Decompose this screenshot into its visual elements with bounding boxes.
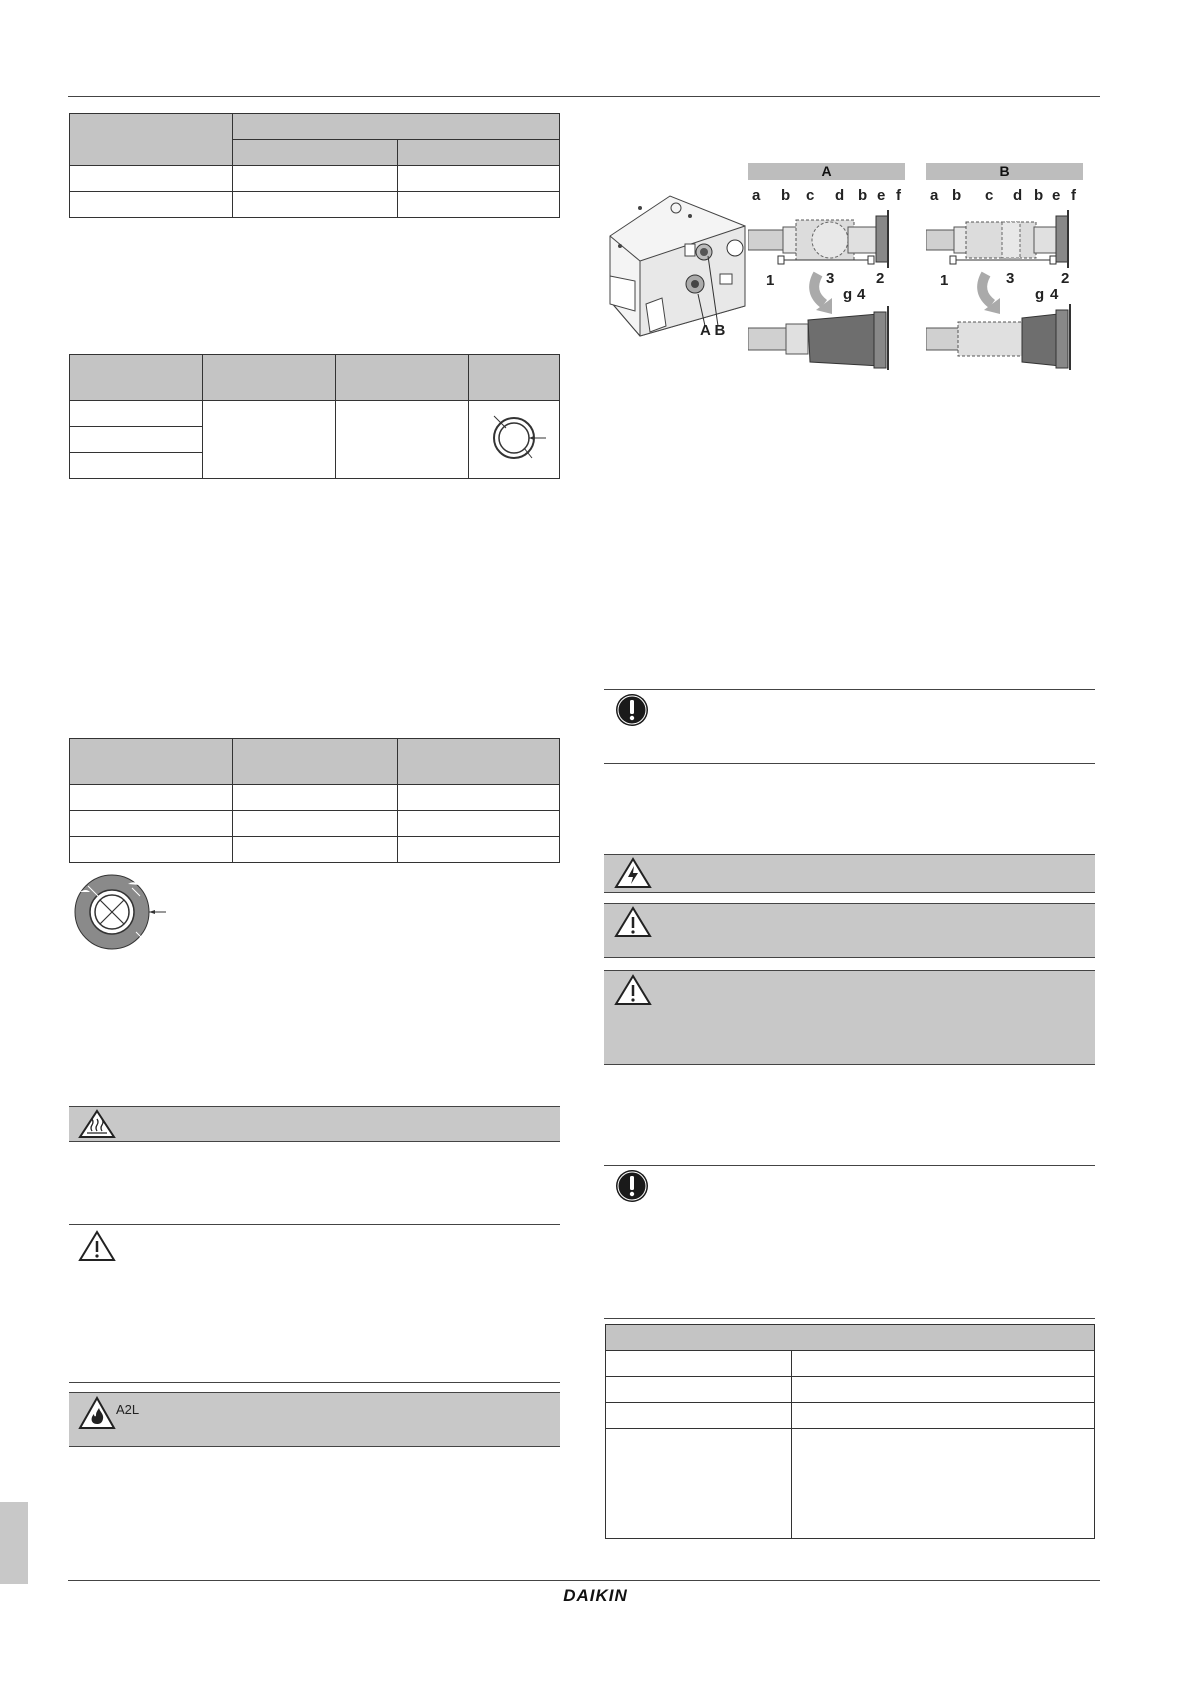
table-4-header-cell — [606, 1325, 1095, 1351]
warning-rule — [69, 1224, 560, 1225]
panel-a-letter-a: a — [752, 187, 761, 204]
panel-a-number-2: 2 — [876, 270, 885, 287]
table-3-header-cell — [70, 739, 233, 785]
warning-icon — [78, 1230, 116, 1262]
warning-box-1 — [604, 903, 1095, 957]
top-rule — [68, 96, 1100, 97]
warning-end-rule — [69, 1382, 560, 1383]
warning-icon — [614, 906, 652, 938]
bottom-rule — [68, 1580, 1100, 1581]
table-4-cell — [792, 1429, 1095, 1539]
warning-box-rule — [604, 957, 1095, 958]
table-3-cell — [398, 785, 560, 811]
notice-end-rule — [604, 1318, 1095, 1319]
warning-box-rule — [604, 970, 1095, 971]
warning-box-rule — [604, 1064, 1095, 1065]
table-2-header-cell — [469, 355, 560, 401]
table-2-cell — [203, 401, 336, 479]
table-2 — [69, 354, 560, 479]
notice-end-rule — [604, 763, 1095, 764]
table-4-cell — [606, 1351, 792, 1377]
panel-b-number-1: 1 — [940, 272, 949, 289]
panel-a-letter-c: c — [806, 187, 815, 204]
panel-b-title: B — [926, 163, 1083, 180]
panel-b-drawing — [926, 210, 1086, 370]
hot-surface-warning-icon — [78, 1109, 116, 1139]
danger-rule — [604, 854, 1095, 855]
table-1-cell — [233, 166, 398, 192]
table-3-header-cell — [233, 739, 398, 785]
table-2-cell — [70, 401, 203, 427]
table-4-cell — [792, 1403, 1095, 1429]
side-tab — [0, 1502, 28, 1584]
panel-b-letter-a: a — [930, 187, 939, 204]
panel-a-letter-e: e — [877, 187, 886, 204]
hot-surface-caution-box — [69, 1106, 560, 1141]
daikin-logo: DAIKIN — [563, 1586, 628, 1605]
table-1-cell — [70, 192, 233, 218]
table-1-cell — [70, 166, 233, 192]
panel-b-letter-b2: b — [1034, 187, 1044, 204]
panel-a-number-1: 1 — [766, 272, 775, 289]
a2l-rule — [69, 1446, 560, 1447]
unit-connection-labels: A B — [700, 322, 726, 339]
panel-a-drawing — [748, 210, 908, 370]
table-4 — [605, 1324, 1095, 1539]
a2l-label: A2L — [116, 1402, 140, 1417]
table-4-cell — [606, 1377, 792, 1403]
panel-a-letter-b: b — [781, 187, 791, 204]
panel-b-number-2: 2 — [1061, 270, 1070, 287]
panel-b-letter-f: f — [1071, 187, 1076, 204]
notice-rule — [604, 689, 1095, 690]
electrical-danger-box — [604, 854, 1095, 892]
a2l-warning-box — [69, 1392, 560, 1446]
table-2-pipe-cell — [469, 401, 560, 479]
insulated-pipe-diagram — [70, 872, 170, 952]
table-3-cell — [233, 837, 398, 863]
table-3-cell — [398, 837, 560, 863]
table-3-header-cell — [398, 739, 560, 785]
caution-rule — [69, 1141, 560, 1142]
warning-icon — [614, 974, 652, 1006]
panel-a-letter-g: g — [843, 286, 853, 303]
table-1-header-cell — [233, 140, 398, 166]
table-1 — [69, 113, 560, 218]
panel-a-letter-f: f — [896, 187, 901, 204]
caution-rule — [69, 1106, 560, 1107]
panel-a-letter-b2: b — [858, 187, 868, 204]
table-4-cell — [792, 1351, 1095, 1377]
table-2-header-cell — [203, 355, 336, 401]
panel-b-letter-e: e — [1052, 187, 1061, 204]
panel-b-letter-c: c — [985, 187, 994, 204]
table-3-cell — [233, 785, 398, 811]
panel-a-number-4: 4 — [857, 286, 866, 303]
table-2-cell — [70, 453, 203, 479]
notice-icon — [614, 692, 650, 728]
warning-box-rule — [604, 903, 1095, 904]
electrical-hazard-icon — [614, 857, 652, 889]
table-3-cell — [70, 837, 233, 863]
table-3-cell — [233, 811, 398, 837]
notice-rule — [604, 1165, 1095, 1166]
table-2-header-cell — [336, 355, 469, 401]
table-4-cell — [606, 1429, 792, 1539]
table-1-cell — [398, 192, 560, 218]
pipe-cross-section-icon — [474, 402, 554, 472]
table-1-header-cell — [398, 140, 560, 166]
table-1-header-cell — [70, 114, 233, 166]
panel-b-number-4: 4 — [1050, 286, 1059, 303]
flammable-warning-icon — [78, 1396, 116, 1430]
a2l-rule — [69, 1392, 560, 1393]
table-1-cell — [233, 192, 398, 218]
table-3-cell — [70, 785, 233, 811]
panel-b-number-3: 3 — [1006, 270, 1015, 287]
table-1-header-cell — [233, 114, 560, 140]
panel-a-number-3: 3 — [826, 270, 835, 287]
warning-box-2 — [604, 970, 1095, 1064]
table-3-cell — [70, 811, 233, 837]
table-4-cell — [606, 1403, 792, 1429]
table-2-header-cell — [70, 355, 203, 401]
indoor-unit-drawing — [600, 186, 750, 346]
table-2-cell — [70, 427, 203, 453]
notice-icon — [614, 1168, 650, 1204]
danger-rule — [604, 892, 1095, 893]
panel-a-title: A — [748, 163, 905, 180]
table-1-cell — [398, 166, 560, 192]
panel-b-letter-g: g — [1035, 286, 1045, 303]
table-3 — [69, 738, 560, 863]
panel-b-letter-b: b — [952, 187, 962, 204]
panel-b-letter-d: d — [1013, 187, 1023, 204]
table-3-cell — [398, 811, 560, 837]
table-4-cell — [792, 1377, 1095, 1403]
panel-a-letter-d: d — [835, 187, 845, 204]
table-2-cell — [336, 401, 469, 479]
